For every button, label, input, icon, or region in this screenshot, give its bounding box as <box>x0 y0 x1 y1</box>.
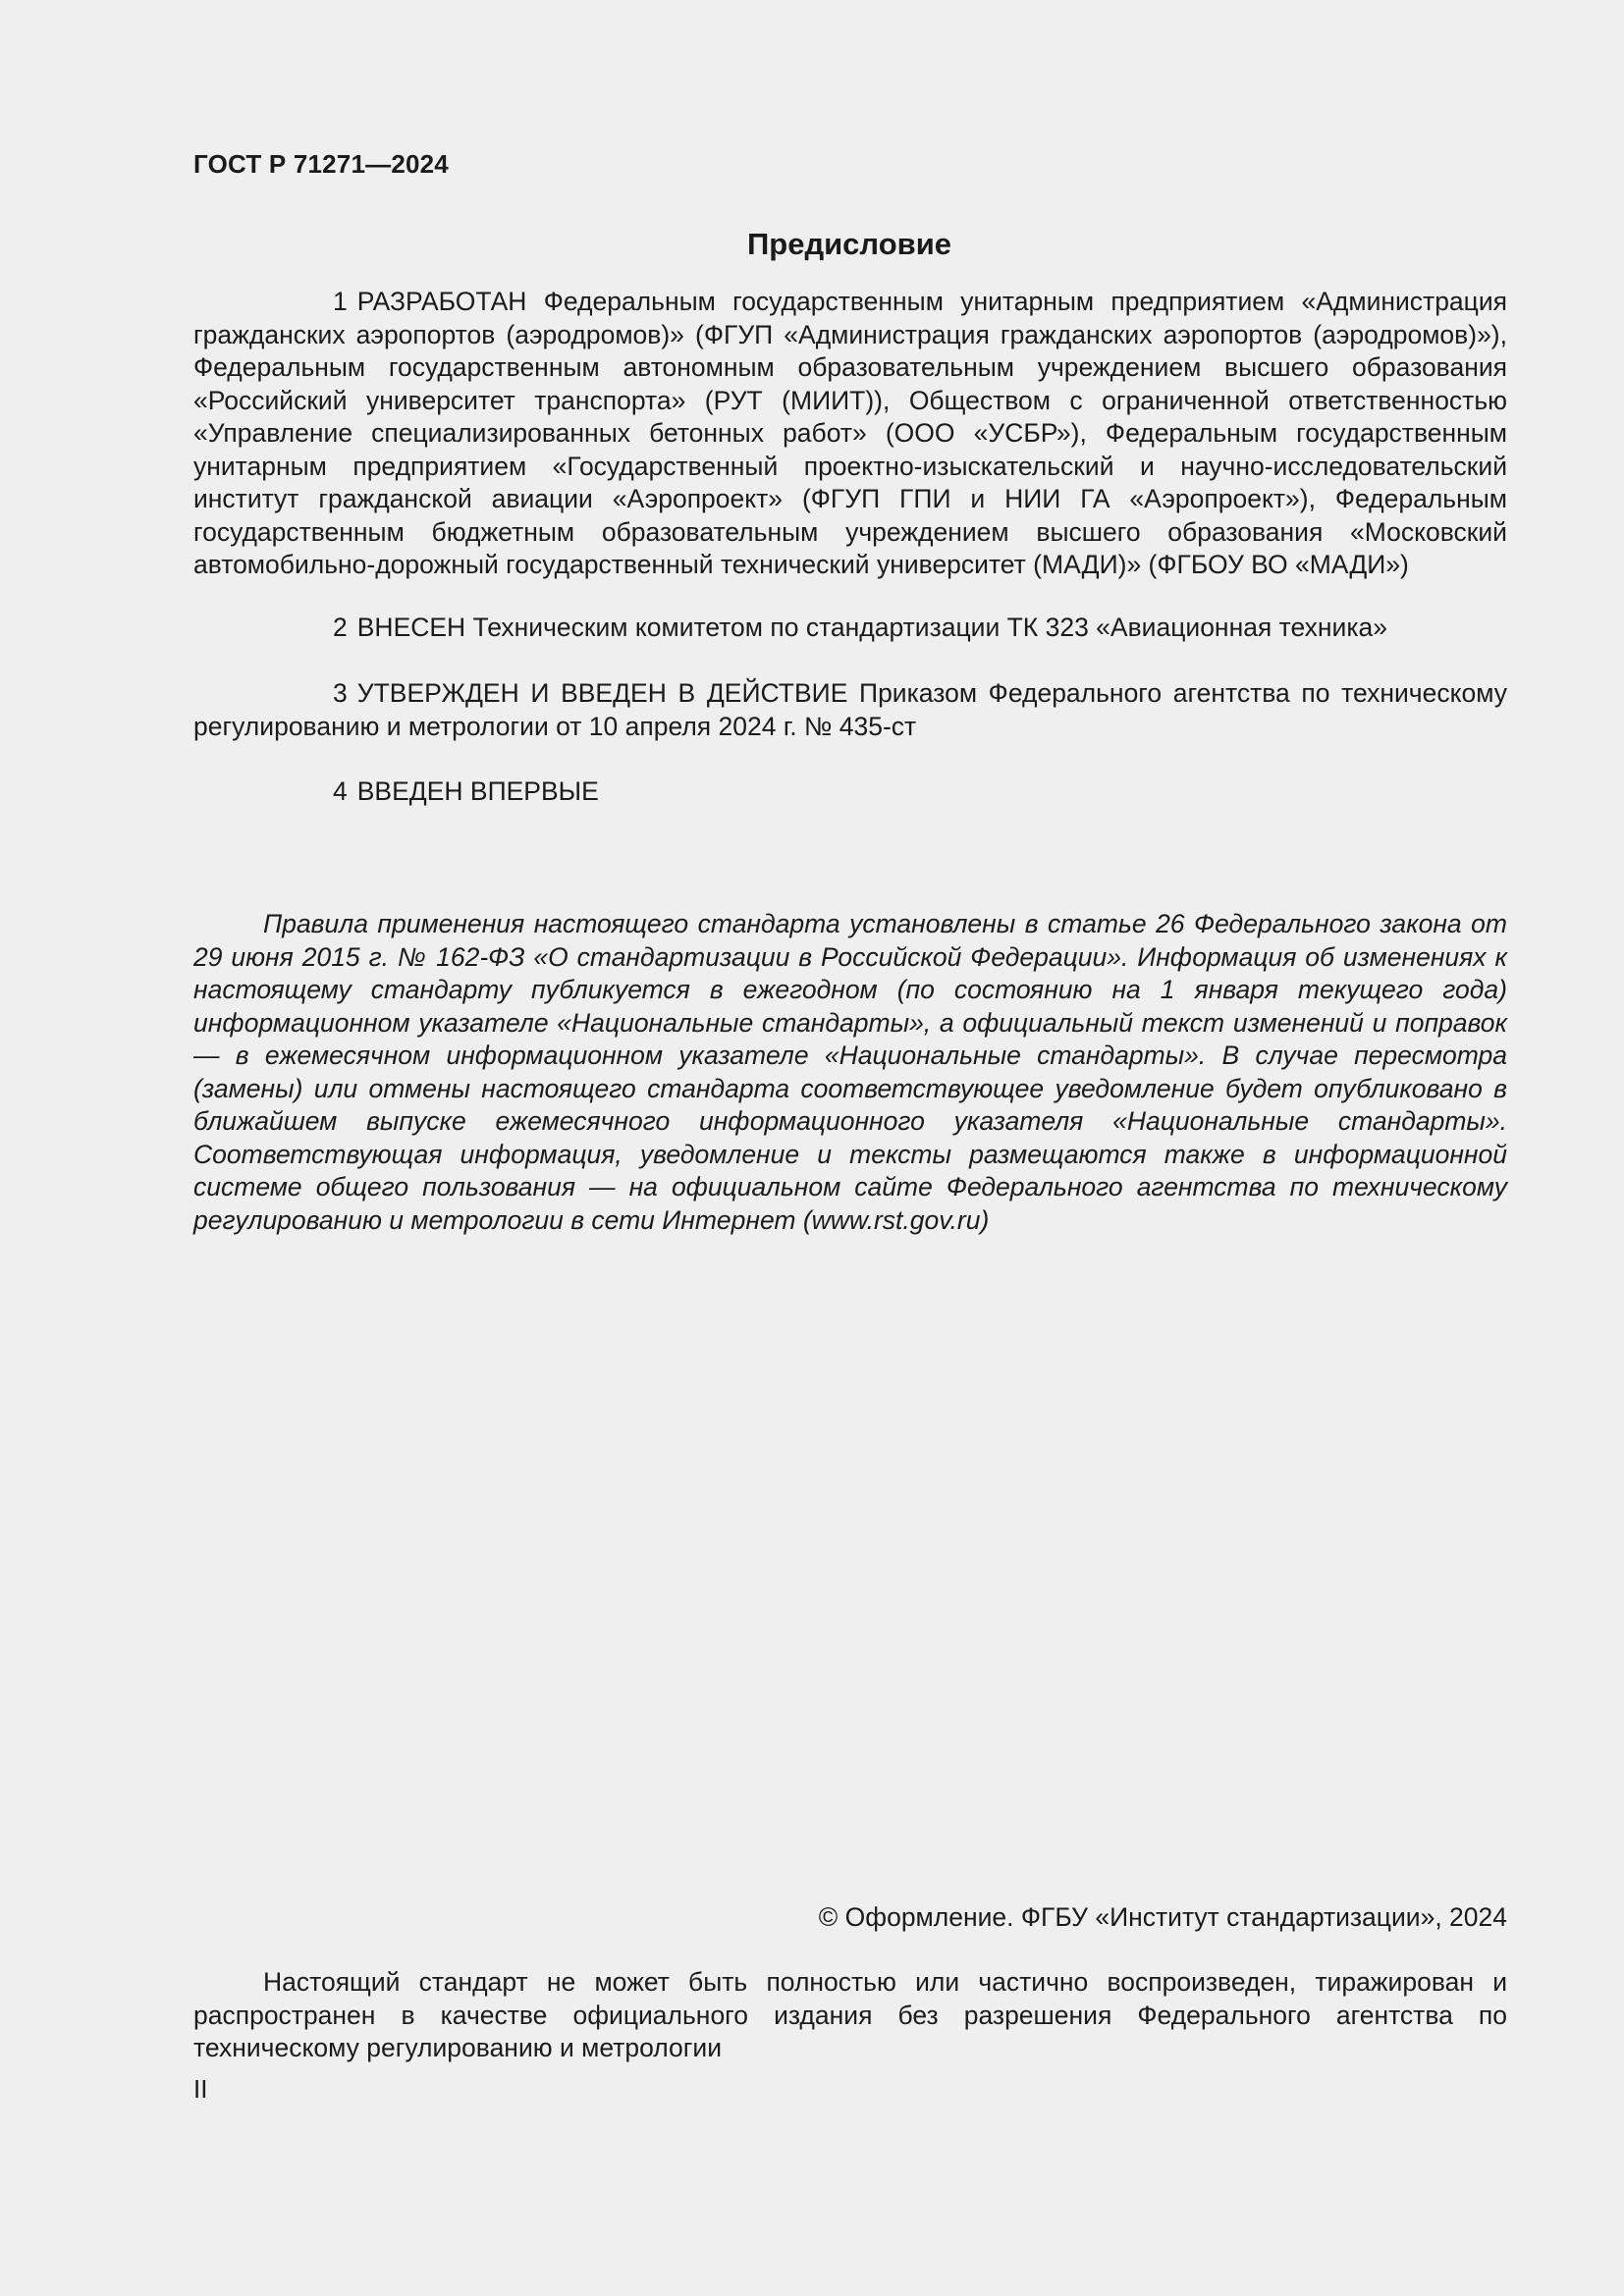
rules-notice <box>193 908 1507 1237</box>
item-text: ВВЕДЕН ВПЕРВЫЕ <box>356 776 599 806</box>
item-number: 3 <box>333 678 348 708</box>
reproduction-notice-text: Настоящий стандарт не может быть полностью или частично воспроизведен, тиражирован и распространен в качестве официального издания без разрешения Федерального агентства по техническому регулированию и метрологии <box>193 1967 1507 2062</box>
foreword-item-2 <box>193 612 1507 645</box>
standard-code-header: ГОСТ Р 71271—2024 <box>193 149 449 179</box>
page-title: Предисловие <box>746 227 951 261</box>
reproduction-notice <box>193 1966 1507 2065</box>
page-number: II <box>193 2074 208 2104</box>
item-text: РАЗРАБОТАН Федеральным государственным унитарным предприятием «Администрация гражданских аэропортов (аэродромов)» (ФГУП «Администрация гражданских аэропортов (аэродромов)»), Федеральным государственным автономным образовательным учреждением высшего образования «Российский университет транспорта» (РУТ (МИИТ)), Обществом с ограниченной ответственностью «Управление специализированных бетонных работ» (ООО «УСБР»), Федеральным государственным унитарным предприятием «Государственный проектно-изыскательский и научно-исследовательский институт гражданской авиации «Аэропроект» (ФГУП ГПИ и НИИ ГА «Аэропроект»), Федеральным государственным бюджетным образовательным учреждением высшего образования «Московский автомобильно-дорожный государственный технический университет (МАДИ)» (ФГБОУ ВО «МАДИ») <box>193 287 1507 579</box>
foreword-item-3 <box>193 677 1507 743</box>
item-number: 1 <box>333 287 348 316</box>
item-number: 4 <box>333 776 348 806</box>
rules-notice-text: Правила применения настоящего стандарта установлены в статье 26 Федерального закона от 29 июня 2015 г. № 162-ФЗ «О стандартизации в Российской Федерации». Информация об изменениях к настоящему стандарту публикуется в ежегодном (по состоянию на 1 января текущего года) информационном указателе «Национальные стандарты», а официальный текст изменений и поправок — в ежемесячном информационном указателе «Национальные стандарты». В случае пересмотра (замены) или отмены настоящего стандарта соответствующее уведомление будет опубликовано в ближайшем выпуске ежемесячного информационного указателя «Национальные стандарты». Соответствующая информация, уведомление и тексты размещаются также в информационной системе общего пользования — на официальном сайте Федерального агентства по техническому регулированию и метрологии в сети Интернет (www.rst.gov.ru) <box>193 909 1507 1235</box>
item-text: УТВЕРЖДЕН И ВВЕДЕН В ДЕЙСТВИЕ Приказом Федерального агентства по техническому регулированию и метрологии от 10 апреля 2024 г. № 435-ст <box>193 678 1507 741</box>
foreword-item-1 <box>193 286 1507 582</box>
item-text: ВНЕСЕН Техническим комитетом по стандартизации ТК 323 «Авиационная техника» <box>356 613 1387 642</box>
copyright-line: © Оформление. ФГБУ «Институт стандартизации», 2024 <box>818 1902 1507 1932</box>
foreword-item-4 <box>193 775 1507 809</box>
item-number: 2 <box>333 613 348 642</box>
